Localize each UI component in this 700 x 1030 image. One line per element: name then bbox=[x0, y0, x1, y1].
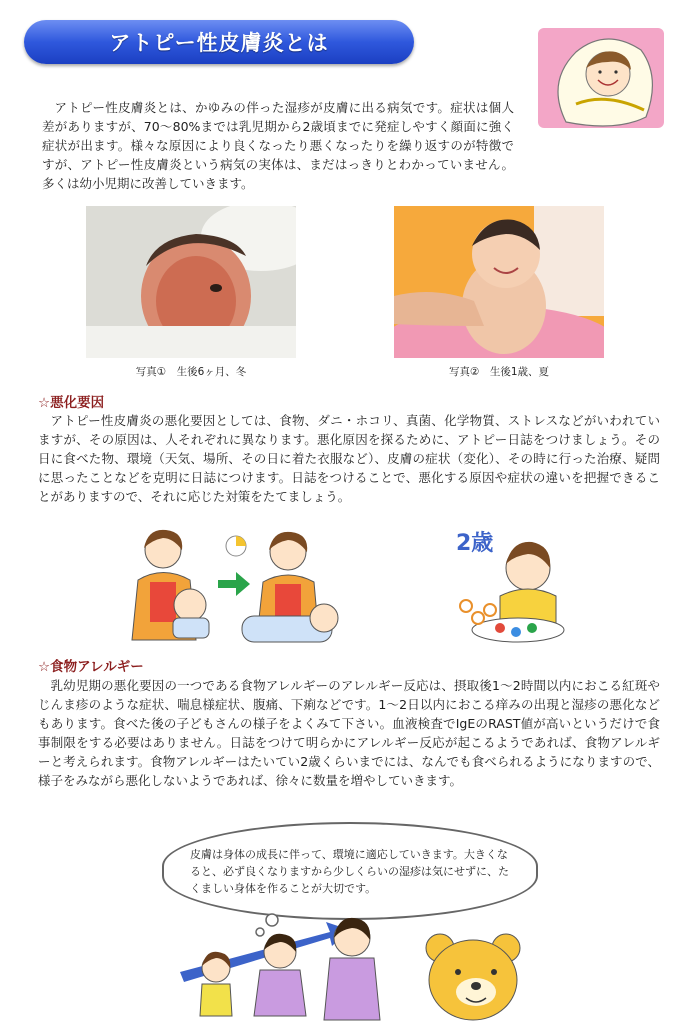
photo-1-caption: 写真① 生後6ヶ月、冬 bbox=[135, 366, 247, 378]
section-heading-aggravating-factors: ☆悪化要因 bbox=[38, 395, 105, 411]
photo-2 bbox=[394, 206, 604, 358]
growing-children-illustration bbox=[180, 912, 400, 1024]
speech-bubble-text: 皮膚は身体の成長に伴って、環境に適応していきます。大きくなると、必ず良くなりますから少しくらいの湿疹は気にせずに、たくましい身体を作ることが大切です。 bbox=[190, 847, 509, 895]
section-body-food-allergy: 乳幼児期の悪化要因の一つである食物アレルギーのアレルギー反応は、摂取後1〜2時間以内におこる紅斑やじんま疹のような症状、喘息様症状、腹痛、下痢などです。1〜2日以内におこる痒みの出現と湿疹の悪化などもあります。食べた後の子どもさんの様子をよくみて下さい。血液検査でIgEのRAST値が高いというだけで食事制限をする必要はありません。日誌をつけて明らかにアレルギー反応が起こるようであれば、食物アレルギーと考えられます。食物アレルギーはたいてい2歳くらいまでには、なんでも食べられるようになりますので、様子をみながら悪化しないようであれば、徐々に数量を増やしていきます。 bbox=[38, 678, 660, 788]
section-heading-food-allergy: ☆食物アレルギー bbox=[38, 659, 144, 675]
intro-paragraph: アトピー性皮膚炎とは、かゆみの伴った湿疹が皮膚に出る病気です。症状は個人差がありますが、70〜80%までは乳児期から2歳頃までに発症しやすく顔面に強く症状が出ます。様々な原因により良くなったり悪くなったりを繰り返すのが特徴ですが、アトピー性皮膚炎という病気の実体は、まだはっきりとわかっていません。多くは幼小児期に改善していきます。 bbox=[42, 100, 514, 191]
age-label: 2歳 bbox=[456, 531, 494, 556]
section-body-aggravating-factors: アトピー性皮膚炎の悪化要因としては、食物、ダニ・ホコリ、真菌、化学物質、ストレスなどがいわれていますが、その原因は、人それぞれに異なります。悪化原因を探るために、アトピー日誌をつけましょう。その日に食べた物、環境（天気、場所、その日に着た衣服など）、皮膚の症状（変化）、その時に行った治療、疑問に思ったことなどを克明に日誌につけます。日誌をつけることで、悪化する原因や症状の違いを把握できることがありますので、それに応じた対策をたてましょう。 bbox=[38, 413, 660, 504]
photo-2-caption: 写真② 生後1歳、夏 bbox=[448, 366, 550, 378]
page-title: アトピー性皮膚炎とは bbox=[109, 31, 329, 55]
photo-1 bbox=[86, 206, 296, 358]
baby-in-blanket-illustration bbox=[536, 22, 666, 132]
toddler-eating-illustration bbox=[456, 520, 566, 648]
mother-baby-illustration bbox=[118, 520, 358, 650]
bear-illustration bbox=[418, 928, 528, 1024]
speech-bubble bbox=[162, 822, 538, 920]
title-banner bbox=[24, 20, 414, 64]
